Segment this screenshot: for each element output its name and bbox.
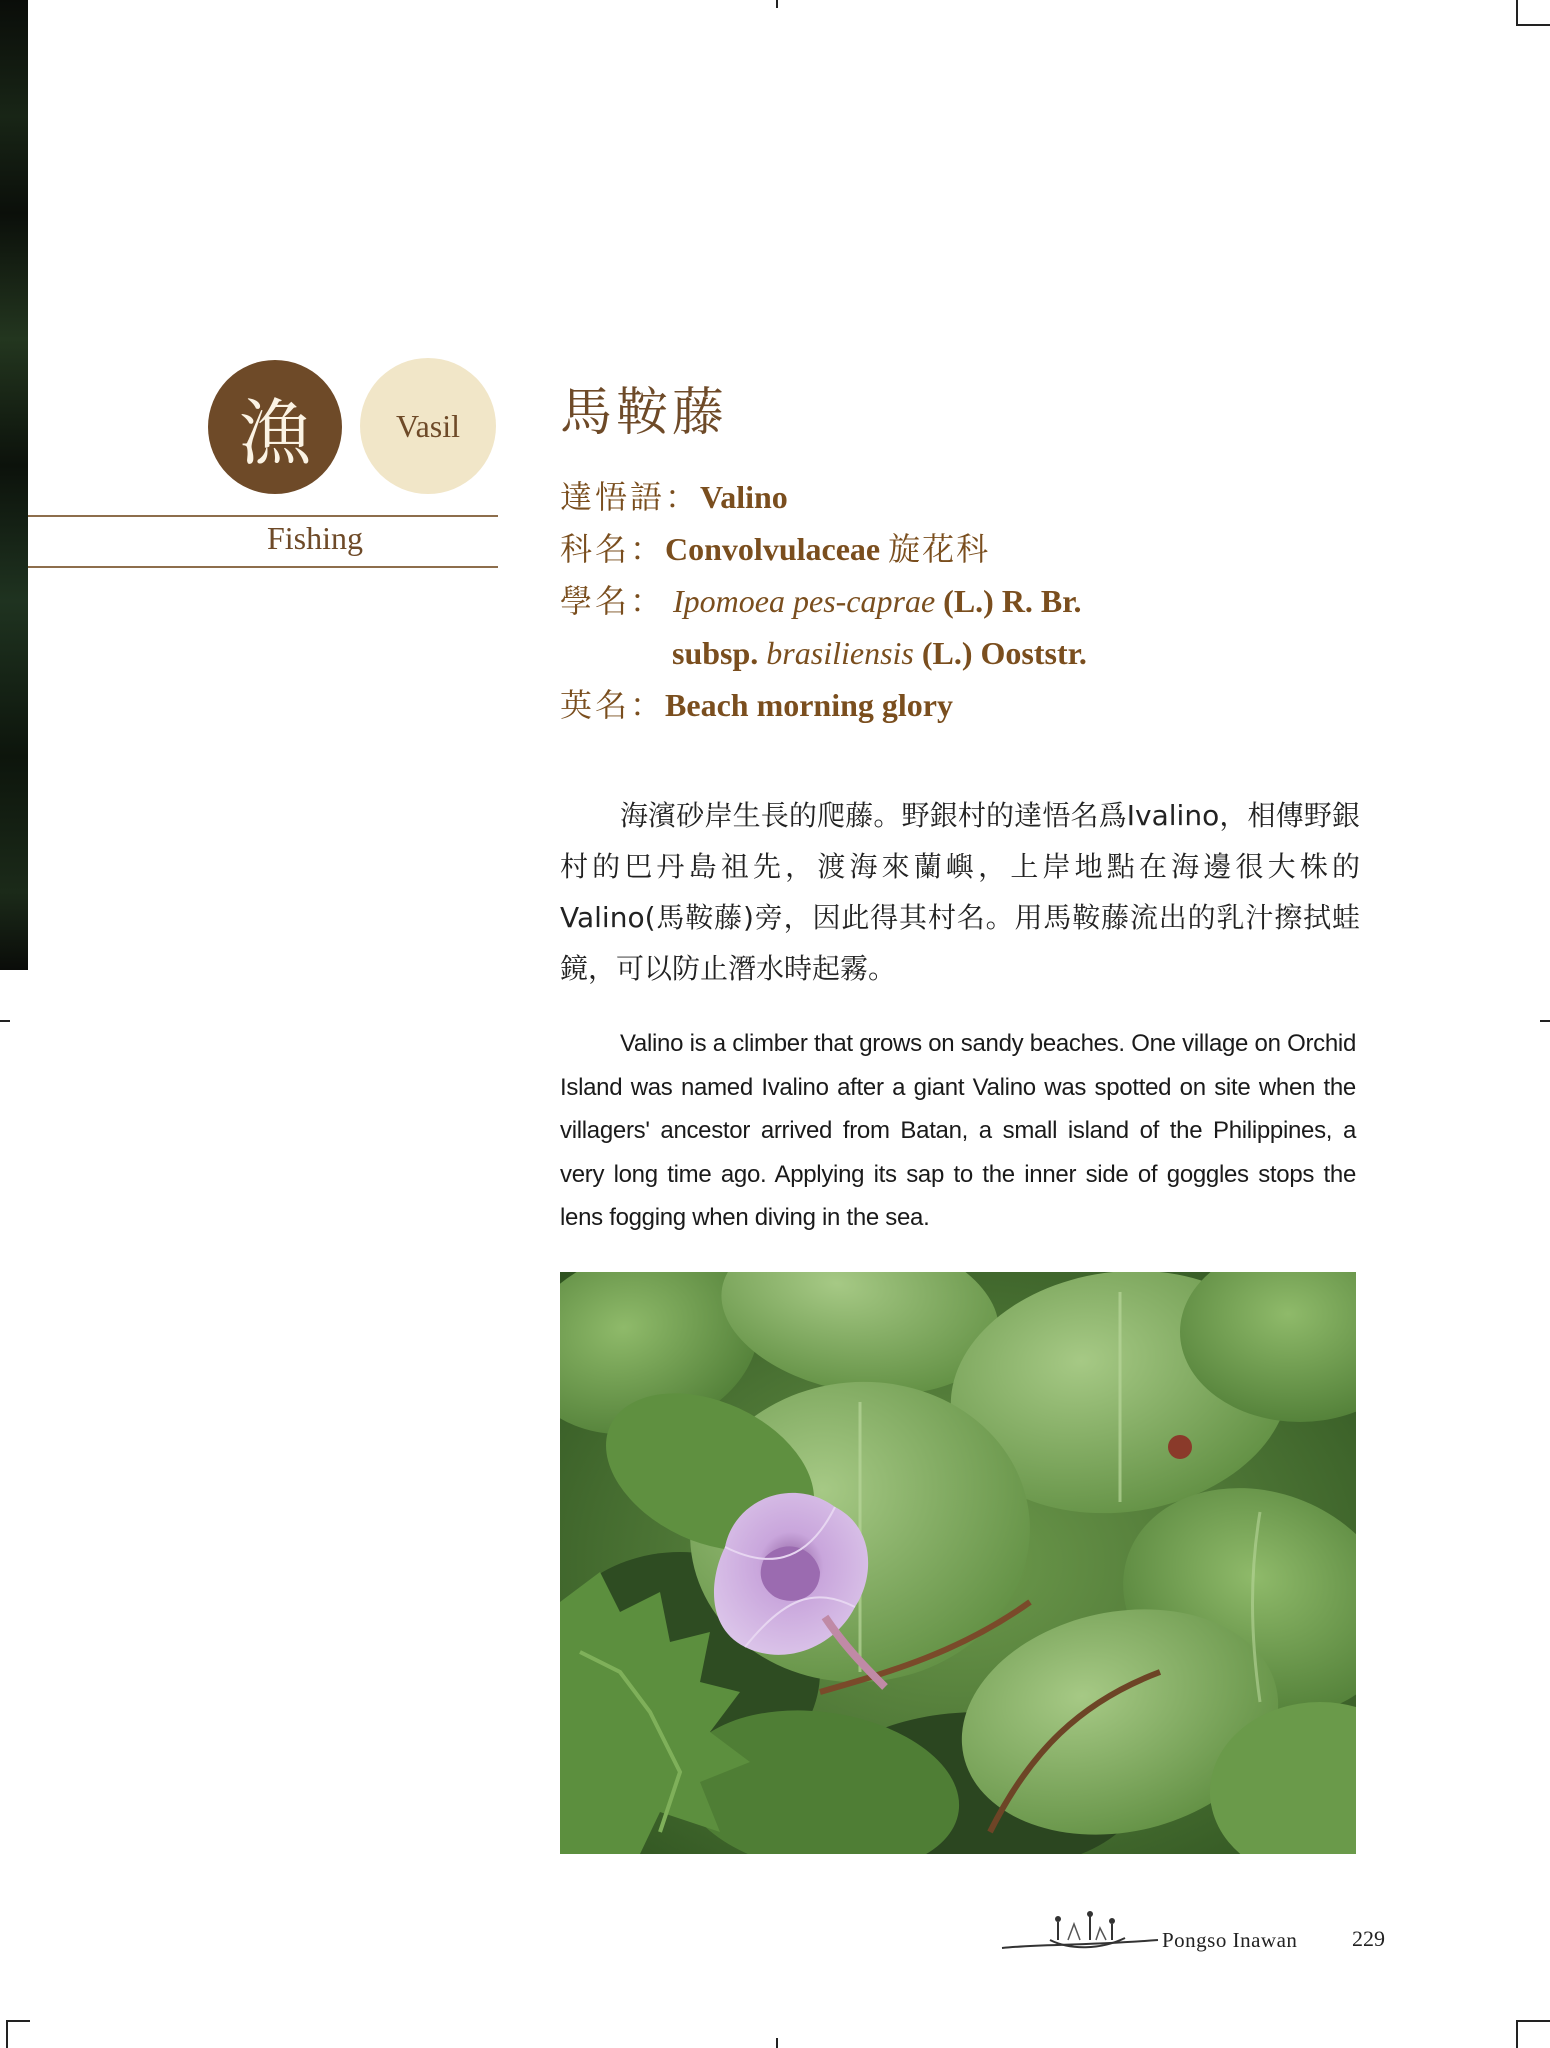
crop-mark [0, 1020, 10, 1022]
tao-name-line [560, 478, 788, 516]
english-name-line [560, 686, 953, 724]
crop-mark [1516, 2020, 1518, 2048]
category-name: Vasil [396, 407, 460, 444]
plant-title: 馬鞍藤 [560, 383, 729, 443]
family-label: 科名： [560, 530, 666, 568]
crop-mark [776, 2038, 778, 2048]
page-number: 229 [1352, 1926, 1385, 1951]
category-english-text: Fishing [266, 520, 364, 556]
family-line [560, 530, 990, 568]
tao-label: 達悟語： [560, 478, 701, 516]
scientific-name-line-2 [672, 634, 1087, 672]
crop-mark [1516, 24, 1550, 26]
sci-label: 學名： [560, 582, 666, 620]
canoe-logo-icon [1000, 1910, 1160, 1965]
left-decorative-strip [0, 0, 28, 970]
eng-label: 英名： [560, 686, 666, 724]
category-rule-top [28, 515, 498, 517]
crop-mark [6, 2020, 8, 2048]
sci-subsp-prefix: subsp. [672, 635, 759, 671]
sci-author-2: (L.) Ooststr. [921, 635, 1087, 671]
book-title: Pongso Inawan [1162, 1928, 1298, 1952]
family-cn: 旋花科 [888, 530, 991, 568]
sci-genus-species: Ipomoea pes-caprae [673, 583, 936, 619]
eng-name: Beach morning glory [665, 687, 953, 723]
crop-mark [776, 0, 778, 8]
tao-name: Valino [700, 479, 788, 515]
crop-mark [6, 2020, 30, 2022]
category-icon-char: 漁 [238, 391, 311, 475]
category-rule-bottom [28, 566, 498, 568]
crop-mark [1516, 2020, 1550, 2022]
sci-subsp: brasiliensis [766, 635, 914, 671]
crop-mark [1516, 0, 1518, 26]
scientific-name-line-1 [560, 582, 1082, 620]
plant-photo [560, 1272, 1356, 1854]
crop-mark [1540, 1020, 1550, 1022]
english-paragraph: Valino is a climber that grows on sandy beaches. One village on Orchid Island was named Ivalino after a giant Valino was spotted on site when the villagers' ancestor arrived from Batan, a small island of the Philippines, a very long time ago. Applying its sap to the inner side of goggles stops the lens fogging when diving in the sea. [560, 1030, 1356, 1231]
sci-author-1: (L.) R. Br. [943, 583, 1082, 619]
category-icon-circle [208, 360, 342, 494]
chinese-paragraph: 海濱砂岸生長的爬藤。野銀村的達悟名爲Ivalino，相傳野銀村的巴丹島祖先，渡海來蘭嶼，上岸地點在海邊很大株的Valino(馬鞍藤)旁，因此得其村名。用馬鞍藤流出的乳汁擦拭蛙鏡，可以防止潛水時起霧。 [560, 799, 1360, 985]
category-name-circle [360, 358, 496, 494]
family-latin: Convolvulaceae [665, 531, 881, 567]
